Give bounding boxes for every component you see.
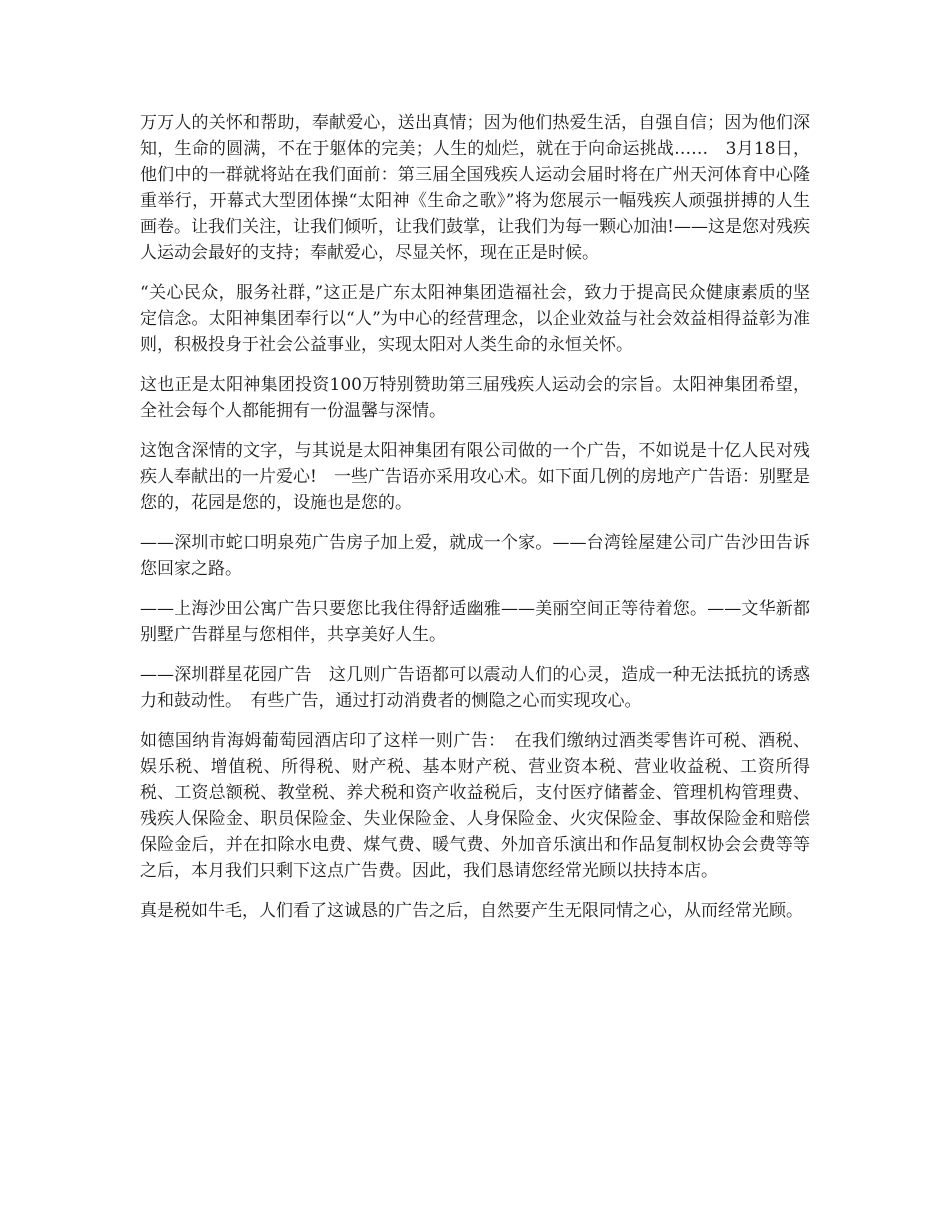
document-body (140, 110, 810, 938)
paragraph-1: 万万人的关怀和帮助，奉献爱心，送出真情；因为他们热爱生活，自强自信；因为他们深知，生命的圆满，不在于躯体的完美；人生的灿烂，就在于向命运挑战…… 3月18日，他们中的一群就将站在我们面前：第三届全国残疾人运动会届时将在广州天河体育中心隆重举行，开幕式大型团体操“太阳神《生命之歌》”将为您展示一幅残疾人顽强拼搏的人生画卷。让我们关注，让我们倾听，让我们鼓掌，让我们为每一颗心加油!——这是您对残疾人运动会最好的支持；奉献爱心，尽显关怀，现在正是时候。 (140, 113, 810, 263)
paragraph-2: “关心民众，服务社群，”这正是广东太阳神集团造福社会，致力于提高民众健康素质的坚定信念。太阳神集团奉行以“人”为中心的经营理念，以企业效益与社会效益相得益彰为准则，积极投身于社会公益事业，实现太阳对人类生命的永恒关怀。 (140, 283, 810, 355)
paragraph-5: ——深圳市蛇口明泉苑广告房子加上爱，就成一个家。——台湾铨屋建公司广告沙田告诉您回家之路。 (140, 533, 810, 579)
paragraph-7: ——深圳群星花园广告 这几则广告语都可以震动人们的心灵，造成一种无法抵抗的诱惑力和鼓动性。 有些广告，通过打动消费者的恻隐之心而实现攻心。 (140, 665, 810, 711)
paragraph-4: 这饱含深情的文字，与其说是太阳神集团有限公司做的一个广告，不如说是十亿人民对残疾人奉献出的一片爱心! 一些广告语亦采用攻心术。如下面几例的房地产广告语：别墅是您的，花园是您的，设施也是您的。 (140, 441, 810, 513)
paragraph-9: 真是税如牛毛，人们看了这诚恳的广告之后，自然要产生无限同情之心，从而经常光顾。 (140, 901, 803, 921)
paragraph-3: 这也正是太阳神集团投资100万特别赞助第三届残疾人运动会的宗旨。太阳神集团希望，全社会每个人都能拥有一份温馨与深情。 (140, 375, 810, 421)
paragraph-6: ——上海沙田公寓广告只要您比我住得舒适幽雅——美丽空间正等待着您。——文华新都别墅广告群星与您相伴，共享美好人生。 (140, 599, 810, 645)
paragraph-8: 如德国纳肯海姆葡萄园酒店印了这样一则广告： 在我们缴纳过酒类零售许可税、酒税、娱乐税、增值税、所得税、财产税、基本财产税、营业资本税、营业收益税、工资所得税、工资总额税、教堂税、养犬税和资产收益税后，支付医疗储蓄金、管理机构管理费、残疾人保险金、职员保险金、失业保险金、人身保险金、火灾保险金、事故保险金和赔偿保险金后，并在扣除水电费、煤气费、暖气费、外加音乐演出和作品复制权协会会费等等之后，本月我们只剩下这点广告费。因此，我们恳请您经常光顾以扶持本店。 (140, 731, 810, 881)
